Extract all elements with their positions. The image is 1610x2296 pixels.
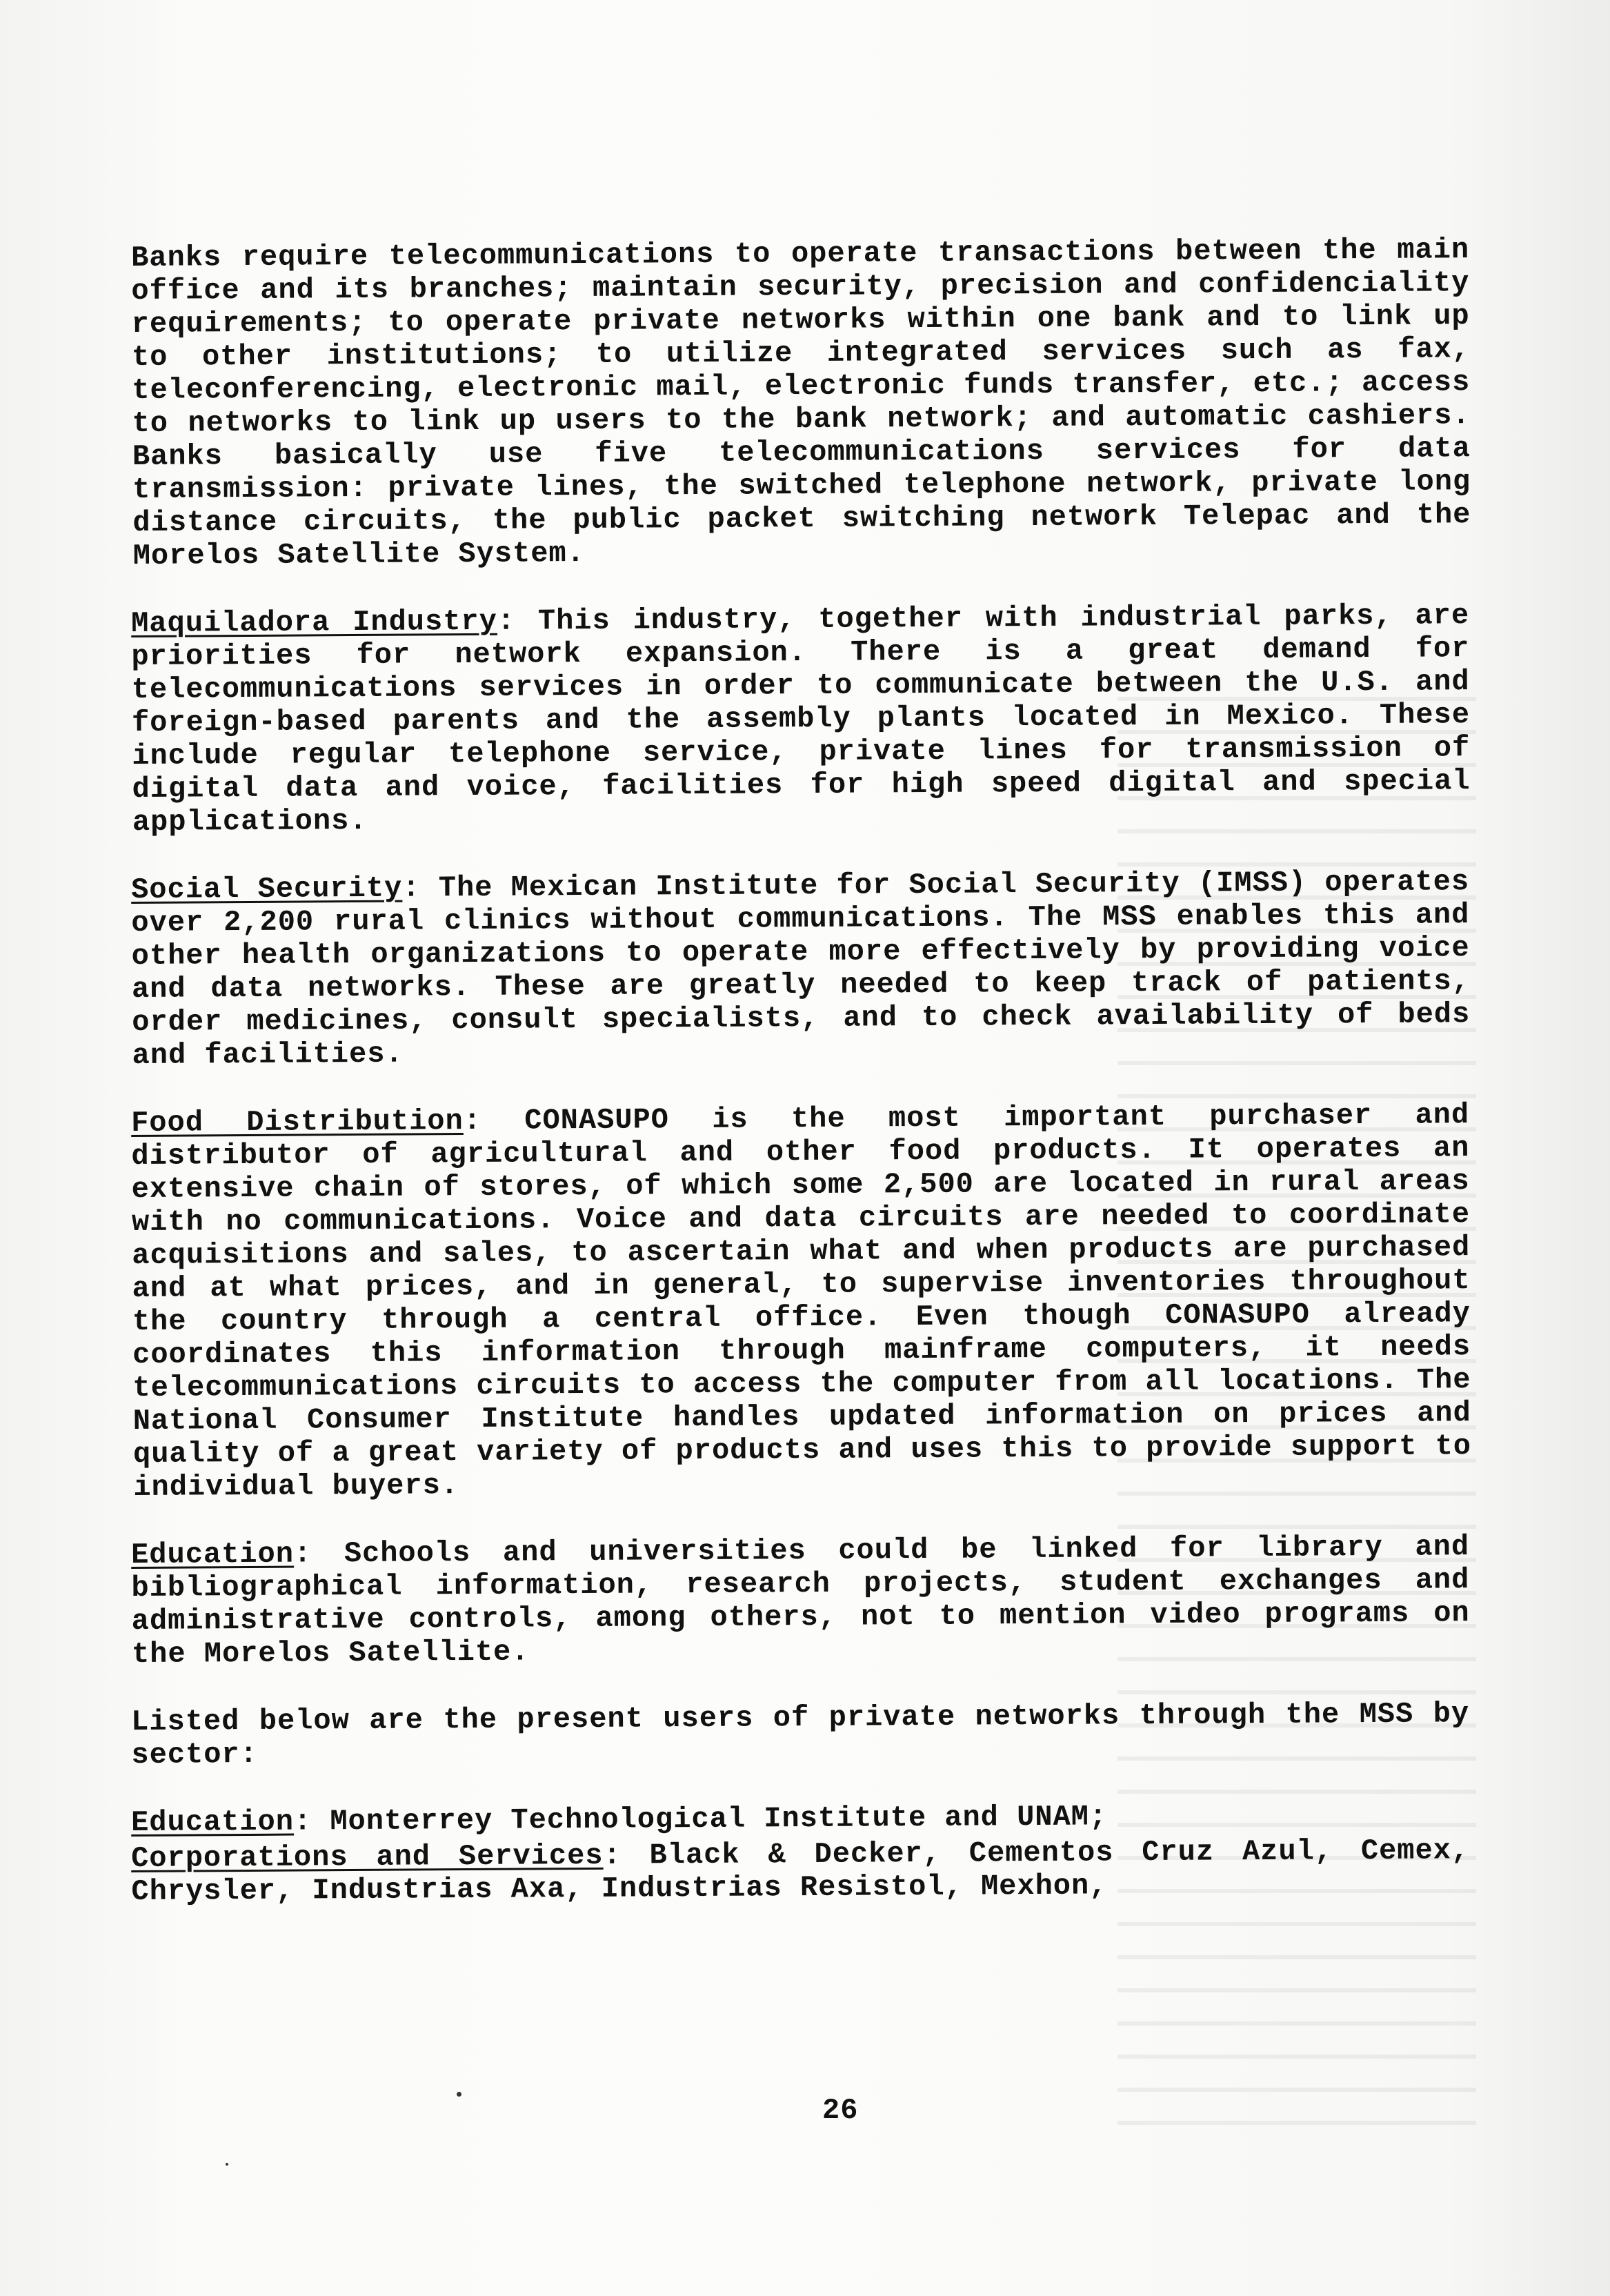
listed-intro-paragraph: Listed below are the present users of private networks through the MSS by sector:	[131, 1697, 1470, 1772]
banks-paragraph: Banks require telecommunications to operate transactions between the main office and its branches; maintain security, precision and confidenciality requirements; to operate private networks within one bank and to link up to other institutions; to utilize integrated services such as fax, teleconferencing, electronic mail, electronic funds transfer, etc.; access to networks to link up users to the bank network; and automatic cashiers. Banks basically use five telecommunications services for data transmission: private lines, the switched telephone network, private long distance circuits, the public packet switching network Telepac and the Morelos Satellite System.	[131, 233, 1471, 573]
social-security-paragraph	[131, 865, 1471, 1072]
users-corporations-heading: Corporations and Services	[131, 1839, 604, 1875]
maquiladora-paragraph	[131, 599, 1471, 839]
users-corporations-body: : Black & Decker, Cementos Cruz Azul, Cemex, Chrysler, Industrias Axa, Industrias Resistol, Mexhon,	[131, 1834, 1470, 1908]
users-education-heading: Education	[131, 1805, 295, 1839]
social-security-heading: Social Security	[131, 871, 403, 907]
users-education-line	[131, 1798, 1469, 1839]
ink-speck	[457, 2092, 461, 2097]
users-education-body: : Monterrey Technological Institute and UNAM;	[293, 1800, 1108, 1839]
page-body	[131, 233, 1472, 1943]
ink-speck	[226, 2163, 228, 2166]
page-number: 26	[822, 2094, 859, 2127]
users-corporations-line	[131, 1834, 1470, 1908]
education-body: : Schools and universities could be linked for library and bibliographical information, research projects, student exchanges and administrative controls, among others, not to mention video programs on the Morelos Satellite.	[131, 1530, 1470, 1671]
maquiladora-heading: Maquiladora Industry	[131, 604, 498, 640]
education-heading: Education	[131, 1537, 295, 1572]
education-paragraph	[131, 1530, 1470, 1671]
social-security-body: : The Mexican Institute for Social Security (IMSS) operates over 2,200 rural clinics without communications. The MSS enables this and other health organizations to operate more effectively by providing voice and data networks. These are greatly needed to keep track of patients, order medicines, consult specialists, and to check availability of beds and facilities.	[131, 865, 1471, 1072]
maquiladora-body: : This industry, together with industrial parks, are priorities for network expansion. There is a great demand for telecommunications services in order to communicate between the U.S. and foreign-based parents and the assembly plants located in Mexico. These include regular telephone service, private lines for transmission of digital data and voice, facilities for high speed digital and special applications.	[131, 599, 1471, 839]
food-distribution-body: : CONASUPO is the most important purchaser and distributor of agricultural and other food products. It operates an extensive chain of stores, of which some 2,500 are located in rural areas with no communications. Voice and data circuits are needed to coordinate acquisitions and sales, to ascertain what and when products are purchased and at what prices, and in general, to supervise inventories throughout the country through a central office. Even though CONASUPO already coordinates this information through mainframe computers, it needs telecommunications circuits to access the computer from all locations. The National Consumer Institute handles updated information on prices and quality of a great variety of products and uses this to provide support to individual buyers.	[131, 1098, 1472, 1504]
food-distribution-paragraph	[131, 1098, 1471, 1504]
food-distribution-heading: Food Distribution	[131, 1105, 464, 1140]
